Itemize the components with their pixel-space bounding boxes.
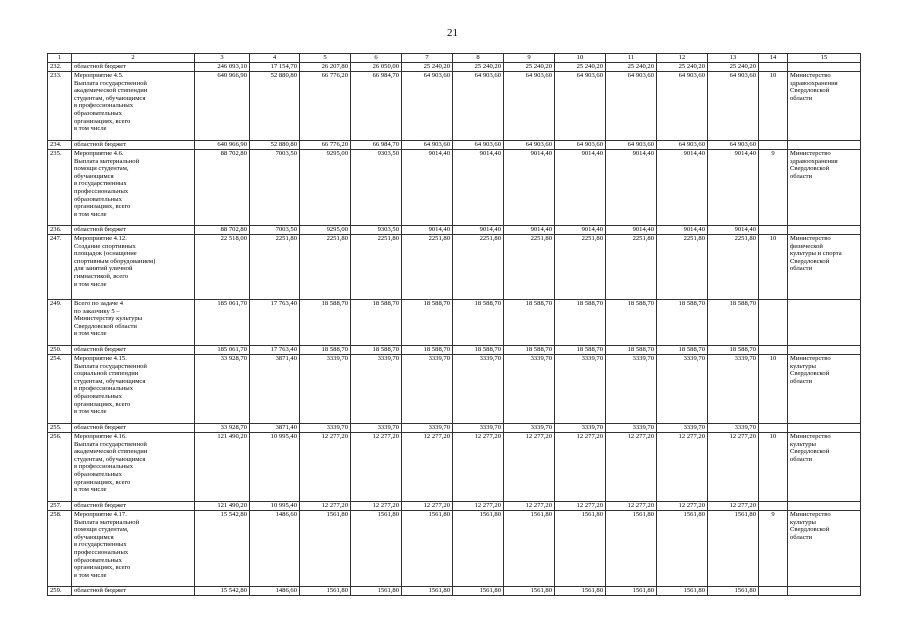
- description-cell: Мероприятие 4.5. Выплата государственной академической стипендии студентам, обучающимся в профессиональных образовательных организациях, всего в том числе: [72, 72, 195, 141]
- table-row: [48, 433, 861, 502]
- value-cell: 17 154,70: [250, 63, 300, 72]
- value-cell: 12 277,20: [657, 502, 708, 511]
- value-cell: 18 588,70: [606, 346, 657, 355]
- target-indicator-cell: [759, 63, 788, 72]
- value-cell: 18 588,70: [351, 346, 402, 355]
- value-cell: 3339,70: [402, 424, 453, 433]
- value-cell: 12 277,20: [504, 433, 555, 502]
- value-cell: 17 763,40: [250, 300, 300, 346]
- value-cell: 2251,80: [504, 235, 555, 300]
- row-number-cell: 233.: [48, 72, 72, 141]
- value-cell: 3339,70: [300, 355, 351, 424]
- value-cell: 64 903,60: [555, 72, 606, 141]
- value-cell: 185 061,70: [195, 346, 250, 355]
- value-cell: 3339,70: [606, 424, 657, 433]
- value-cell: 10 995,40: [250, 502, 300, 511]
- executor-cell: [788, 424, 861, 433]
- row-number-cell: 235.: [48, 150, 72, 226]
- value-cell: 9295,00: [300, 150, 351, 226]
- value-cell: 9014,40: [504, 150, 555, 226]
- value-cell: 185 061,70: [195, 300, 250, 346]
- value-cell: 1561,80: [402, 511, 453, 587]
- value-cell: 33 928,70: [195, 424, 250, 433]
- executor-cell: [788, 226, 861, 235]
- value-cell: 52 880,80: [250, 141, 300, 150]
- column-number-cell: 15: [788, 54, 861, 63]
- value-cell: 52 880,80: [250, 72, 300, 141]
- table-header-row: [48, 54, 861, 63]
- target-indicator-cell: 9: [759, 511, 788, 587]
- value-cell: 9014,40: [453, 150, 504, 226]
- value-cell: 18 588,70: [504, 346, 555, 355]
- column-number-cell: 6: [351, 54, 402, 63]
- target-indicator-cell: [759, 226, 788, 235]
- table-row: [48, 346, 861, 355]
- value-cell: 9014,40: [402, 226, 453, 235]
- value-cell: 1561,80: [504, 587, 555, 596]
- target-indicator-cell: 10: [759, 235, 788, 300]
- value-cell: 3339,70: [504, 424, 555, 433]
- row-number-cell: 232.: [48, 63, 72, 72]
- target-indicator-cell: 10: [759, 355, 788, 424]
- value-cell: 88 702,80: [195, 226, 250, 235]
- value-cell: 18 588,70: [402, 300, 453, 346]
- value-cell: 9014,40: [402, 150, 453, 226]
- value-cell: 1561,80: [351, 587, 402, 596]
- value-cell: 3339,70: [402, 355, 453, 424]
- value-cell: 3339,70: [708, 424, 759, 433]
- value-cell: 22 518,00: [195, 235, 250, 300]
- value-cell: 1561,80: [351, 511, 402, 587]
- value-cell: 2251,80: [300, 235, 351, 300]
- value-cell: 25 240,20: [402, 63, 453, 72]
- value-cell: 1486,60: [250, 511, 300, 587]
- value-cell: 7003,50: [250, 226, 300, 235]
- row-number-cell: 257.: [48, 502, 72, 511]
- value-cell: 12 277,20: [657, 433, 708, 502]
- executor-cell: [788, 346, 861, 355]
- description-cell: Мероприятие 4.6. Выплата материальной помощи студентам, обучающимся в государственных профессиональных образовательных организациях, всего в том числе: [72, 150, 195, 226]
- row-number-cell: 255.: [48, 424, 72, 433]
- target-indicator-cell: [759, 502, 788, 511]
- executor-cell: Министерство здравоохранения Свердловской области: [788, 150, 861, 226]
- value-cell: 66 776,20: [300, 141, 351, 150]
- value-cell: 64 903,60: [708, 141, 759, 150]
- column-number-cell: 12: [657, 54, 708, 63]
- description-cell: Мероприятие 4.12. Создание спортивных площадок (оснащение спортивным оборудованием) для занятий уличной гимнастикой, всего в том числе: [72, 235, 195, 300]
- executor-cell: [788, 587, 861, 596]
- executor-cell: Министерство здравоохранения Свердловской области: [788, 72, 861, 141]
- value-cell: 12 277,20: [555, 433, 606, 502]
- value-cell: 12 277,20: [402, 433, 453, 502]
- value-cell: 18 588,70: [606, 300, 657, 346]
- row-number-cell: 236.: [48, 226, 72, 235]
- row-number-cell: 259.: [48, 587, 72, 596]
- column-number-cell: 7: [402, 54, 453, 63]
- value-cell: 12 277,20: [606, 502, 657, 511]
- target-indicator-cell: [759, 424, 788, 433]
- executor-cell: [788, 502, 861, 511]
- value-cell: 64 903,60: [657, 72, 708, 141]
- value-cell: 12 277,20: [504, 502, 555, 511]
- value-cell: 9014,40: [555, 226, 606, 235]
- executor-cell: [788, 63, 861, 72]
- value-cell: 12 277,20: [351, 502, 402, 511]
- value-cell: 25 240,20: [657, 63, 708, 72]
- column-number-cell: 5: [300, 54, 351, 63]
- value-cell: 246 093,10: [195, 63, 250, 72]
- column-number-cell: 10: [555, 54, 606, 63]
- table-row: [48, 63, 861, 72]
- value-cell: 25 240,20: [504, 63, 555, 72]
- value-cell: 64 903,60: [453, 72, 504, 141]
- value-cell: 18 588,70: [657, 346, 708, 355]
- value-cell: 64 903,60: [402, 72, 453, 141]
- description-cell: Мероприятие 4.15. Выплата государственной социальной стипендии студентам, обучающимся в профессиональных образовательных организациях, всего в том числе: [72, 355, 195, 424]
- table-row: [48, 141, 861, 150]
- row-number-cell: 256.: [48, 433, 72, 502]
- target-indicator-cell: [759, 300, 788, 346]
- value-cell: 3339,70: [453, 355, 504, 424]
- value-cell: 18 588,70: [657, 300, 708, 346]
- value-cell: 1561,80: [300, 587, 351, 596]
- value-cell: 1561,80: [657, 587, 708, 596]
- value-cell: 121 490,20: [195, 433, 250, 502]
- value-cell: 2251,80: [708, 235, 759, 300]
- value-cell: 9014,40: [657, 150, 708, 226]
- value-cell: 1561,80: [708, 587, 759, 596]
- value-cell: 64 903,60: [504, 141, 555, 150]
- row-number-cell: 258.: [48, 511, 72, 587]
- value-cell: 2251,80: [453, 235, 504, 300]
- value-cell: 26 207,80: [300, 63, 351, 72]
- table-row: [48, 511, 861, 587]
- column-number-cell: 1: [48, 54, 72, 63]
- target-indicator-cell: [759, 346, 788, 355]
- value-cell: 3339,70: [708, 355, 759, 424]
- value-cell: 12 277,20: [555, 502, 606, 511]
- value-cell: 66 776,20: [300, 72, 351, 141]
- value-cell: 640 966,90: [195, 72, 250, 141]
- value-cell: 18 588,70: [708, 300, 759, 346]
- value-cell: 9014,40: [708, 150, 759, 226]
- value-cell: 2251,80: [657, 235, 708, 300]
- value-cell: 64 903,60: [657, 141, 708, 150]
- value-cell: 2251,80: [606, 235, 657, 300]
- value-cell: 12 277,20: [708, 502, 759, 511]
- budget-table: [47, 53, 861, 596]
- column-number-cell: 3: [195, 54, 250, 63]
- value-cell: 3339,70: [351, 355, 402, 424]
- value-cell: 7003,50: [250, 150, 300, 226]
- description-cell: областной бюджет: [72, 226, 195, 235]
- value-cell: 9014,40: [555, 150, 606, 226]
- value-cell: 64 903,60: [504, 72, 555, 141]
- value-cell: 9014,40: [657, 226, 708, 235]
- value-cell: 25 240,20: [555, 63, 606, 72]
- executor-cell: Министерство культуры Свердловской области: [788, 511, 861, 587]
- value-cell: 12 277,20: [300, 433, 351, 502]
- executor-cell: [788, 300, 861, 346]
- value-cell: 18 588,70: [453, 346, 504, 355]
- value-cell: 18 588,70: [504, 300, 555, 346]
- value-cell: 17 763,40: [250, 346, 300, 355]
- value-cell: 15 542,80: [195, 511, 250, 587]
- value-cell: 9303,50: [351, 226, 402, 235]
- value-cell: 9014,40: [606, 150, 657, 226]
- value-cell: 9014,40: [606, 226, 657, 235]
- executor-cell: [788, 141, 861, 150]
- description-cell: Всего по задаче 4 по заказчику 5 – Министерству культуры Свердловской области в том числе: [72, 300, 195, 346]
- description-cell: областной бюджет: [72, 346, 195, 355]
- value-cell: 64 903,60: [402, 141, 453, 150]
- value-cell: 12 277,20: [708, 433, 759, 502]
- value-cell: 1561,80: [555, 587, 606, 596]
- value-cell: 1486,60: [250, 587, 300, 596]
- table-row: [48, 355, 861, 424]
- description-cell: областной бюджет: [72, 424, 195, 433]
- value-cell: 1561,80: [606, 511, 657, 587]
- value-cell: 64 903,60: [606, 141, 657, 150]
- value-cell: 12 277,20: [351, 433, 402, 502]
- value-cell: 66 984,70: [351, 141, 402, 150]
- value-cell: 12 277,20: [402, 502, 453, 511]
- target-indicator-cell: 10: [759, 433, 788, 502]
- value-cell: 3339,70: [657, 355, 708, 424]
- value-cell: 25 240,20: [453, 63, 504, 72]
- description-cell: областной бюджет: [72, 587, 195, 596]
- table-row: [48, 226, 861, 235]
- table-row: [48, 587, 861, 596]
- executor-cell: Министерство культуры Свердловской области: [788, 433, 861, 502]
- value-cell: 2251,80: [351, 235, 402, 300]
- value-cell: 1561,80: [657, 511, 708, 587]
- value-cell: 2251,80: [555, 235, 606, 300]
- value-cell: 18 588,70: [453, 300, 504, 346]
- row-number-cell: 254.: [48, 355, 72, 424]
- target-indicator-cell: 9: [759, 150, 788, 226]
- value-cell: 9303,50: [351, 150, 402, 226]
- value-cell: 64 903,60: [555, 141, 606, 150]
- value-cell: 25 240,20: [606, 63, 657, 72]
- value-cell: 1561,80: [402, 587, 453, 596]
- table-row: [48, 424, 861, 433]
- column-number-cell: 4: [250, 54, 300, 63]
- value-cell: 18 588,70: [351, 300, 402, 346]
- value-cell: 3339,70: [351, 424, 402, 433]
- column-number-cell: 11: [606, 54, 657, 63]
- value-cell: 1561,80: [708, 511, 759, 587]
- description-cell: Мероприятие 4.16. Выплата государственной академической стипендии студентам, обучающимся в профессиональных образовательных организациях, всего в том числе: [72, 433, 195, 502]
- column-number-cell: 14: [759, 54, 788, 63]
- value-cell: 2251,80: [250, 235, 300, 300]
- value-cell: 3339,70: [453, 424, 504, 433]
- description-cell: областной бюджет: [72, 63, 195, 72]
- column-number-cell: 13: [708, 54, 759, 63]
- value-cell: 9014,40: [453, 226, 504, 235]
- table-row: [48, 300, 861, 346]
- value-cell: 9014,40: [504, 226, 555, 235]
- value-cell: 3339,70: [555, 424, 606, 433]
- column-number-cell: 2: [72, 54, 195, 63]
- value-cell: 1561,80: [300, 511, 351, 587]
- table-row: [48, 502, 861, 511]
- value-cell: 64 903,60: [708, 72, 759, 141]
- value-cell: 18 588,70: [555, 346, 606, 355]
- value-cell: 18 588,70: [300, 346, 351, 355]
- value-cell: 3871,40: [250, 424, 300, 433]
- value-cell: 25 240,20: [708, 63, 759, 72]
- value-cell: 1561,80: [555, 511, 606, 587]
- executor-cell: Министерство культуры Свердловской области: [788, 355, 861, 424]
- value-cell: 1561,80: [504, 511, 555, 587]
- value-cell: 121 490,20: [195, 502, 250, 511]
- value-cell: 640 966,90: [195, 141, 250, 150]
- value-cell: 9014,40: [708, 226, 759, 235]
- row-number-cell: 234.: [48, 141, 72, 150]
- value-cell: 3339,70: [300, 424, 351, 433]
- value-cell: 18 588,70: [402, 346, 453, 355]
- value-cell: 3339,70: [606, 355, 657, 424]
- value-cell: 26 050,00: [351, 63, 402, 72]
- value-cell: 64 903,60: [453, 141, 504, 150]
- description-cell: областной бюджет: [72, 141, 195, 150]
- value-cell: 3871,40: [250, 355, 300, 424]
- value-cell: 88 702,80: [195, 150, 250, 226]
- table-row: [48, 72, 861, 141]
- value-cell: 1561,80: [606, 587, 657, 596]
- target-indicator-cell: [759, 587, 788, 596]
- row-number-cell: 247.: [48, 235, 72, 300]
- value-cell: 2251,80: [402, 235, 453, 300]
- target-indicator-cell: 10: [759, 72, 788, 141]
- value-cell: 66 984,70: [351, 72, 402, 141]
- table-row: [48, 150, 861, 226]
- value-cell: 1561,80: [453, 511, 504, 587]
- row-number-cell: 250.: [48, 346, 72, 355]
- value-cell: 15 542,80: [195, 587, 250, 596]
- column-number-cell: 8: [453, 54, 504, 63]
- value-cell: 33 928,70: [195, 355, 250, 424]
- value-cell: 12 277,20: [300, 502, 351, 511]
- value-cell: 3339,70: [657, 424, 708, 433]
- value-cell: 9295,00: [300, 226, 351, 235]
- value-cell: 18 588,70: [708, 346, 759, 355]
- value-cell: 12 277,20: [453, 433, 504, 502]
- value-cell: 18 588,70: [555, 300, 606, 346]
- value-cell: 3339,70: [504, 355, 555, 424]
- value-cell: 12 277,20: [606, 433, 657, 502]
- value-cell: 10 995,40: [250, 433, 300, 502]
- page-number: 21: [447, 27, 458, 39]
- target-indicator-cell: [759, 141, 788, 150]
- value-cell: 12 277,20: [453, 502, 504, 511]
- value-cell: 64 903,60: [606, 72, 657, 141]
- value-cell: 18 588,70: [300, 300, 351, 346]
- value-cell: 1561,80: [453, 587, 504, 596]
- description-cell: Мероприятие 4.17. Выплата материальной помощи студентам, обучающимся в государственных профессиональных образовательных организациях, всего в том числе: [72, 511, 195, 587]
- description-cell: областной бюджет: [72, 502, 195, 511]
- row-number-cell: 249.: [48, 300, 72, 346]
- value-cell: 3339,70: [555, 355, 606, 424]
- executor-cell: Министерство физической культуры и спорта Свердловской области: [788, 235, 861, 300]
- column-number-cell: 9: [504, 54, 555, 63]
- table-row: [48, 235, 861, 300]
